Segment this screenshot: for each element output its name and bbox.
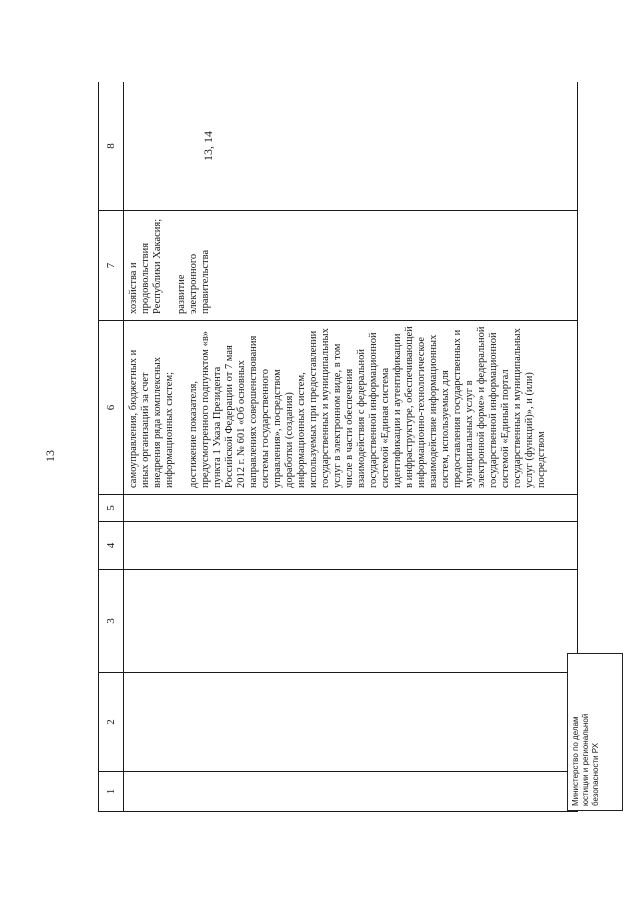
cell-col-5 (124, 495, 578, 522)
col7-paragraph-1: хозяйства и продовольствия Республики Хакасия; (128, 218, 163, 314)
col6-paragraph-2: достижение показателя, предусмотренного подпунктом «в» пункта 1 Указа Президента Российской Федерации от 7 мая 2012 г. № 601 «Об основных направлениях совершенствования системы государственного управления», посредством доработки (создания) информационных систем, используемых при предоставлении государственных и муниципальных услуг в электронном виде, в том числе в части обеспечения взаимодействия с федеральной государственной информационной системой «Единая система идентификации и аутентификации в инфраструктуре, обеспечивающей информационно-технологическое взаимодействие информационных систем, используемых для предоставления государственных и муниципальных услуг в электронной форме» и федеральной государственной информационной системой «Единый портал государственных и муниципальных услуг (функций)», и (или) посредством (188, 326, 547, 488)
column-header-1: 1 (99, 772, 124, 812)
column-header-4: 4 (99, 522, 124, 570)
column-header-7: 7 (99, 211, 124, 321)
column-header-2: 2 (99, 673, 124, 772)
column-header-6: 6 (99, 321, 124, 495)
table-row (124, 82, 578, 812)
stamp-line-2: юстиции и региональной (581, 713, 590, 806)
column-header-3: 3 (99, 570, 124, 673)
page-number: 13 (43, 450, 57, 462)
cell-col-3 (124, 570, 578, 673)
column-header-5: 5 (99, 495, 124, 522)
stamp-line-1: Министерство по делам (571, 716, 580, 806)
col8-value: 13, 14 (201, 131, 215, 161)
cell-col-8 (124, 82, 578, 211)
cell-col-2 (124, 673, 578, 772)
cell-col-4 (124, 522, 578, 570)
document-table-area (98, 82, 578, 812)
ministry-stamp (567, 653, 623, 811)
column-header-8: 8 (99, 82, 124, 211)
cell-col-7 (124, 211, 578, 321)
col6-paragraph-1: самоуправления, бюджетных и иных организаций за счет внедрения ряда комплексных информационных систем; (128, 349, 175, 488)
table-header-row (99, 82, 124, 812)
col7-paragraph-2: развитие электронного правительства (176, 249, 211, 314)
document-table (98, 82, 578, 812)
cell-col-1 (124, 772, 578, 812)
stamp-line-3: безопасности РХ (591, 742, 600, 806)
cell-col-6 (124, 321, 578, 495)
